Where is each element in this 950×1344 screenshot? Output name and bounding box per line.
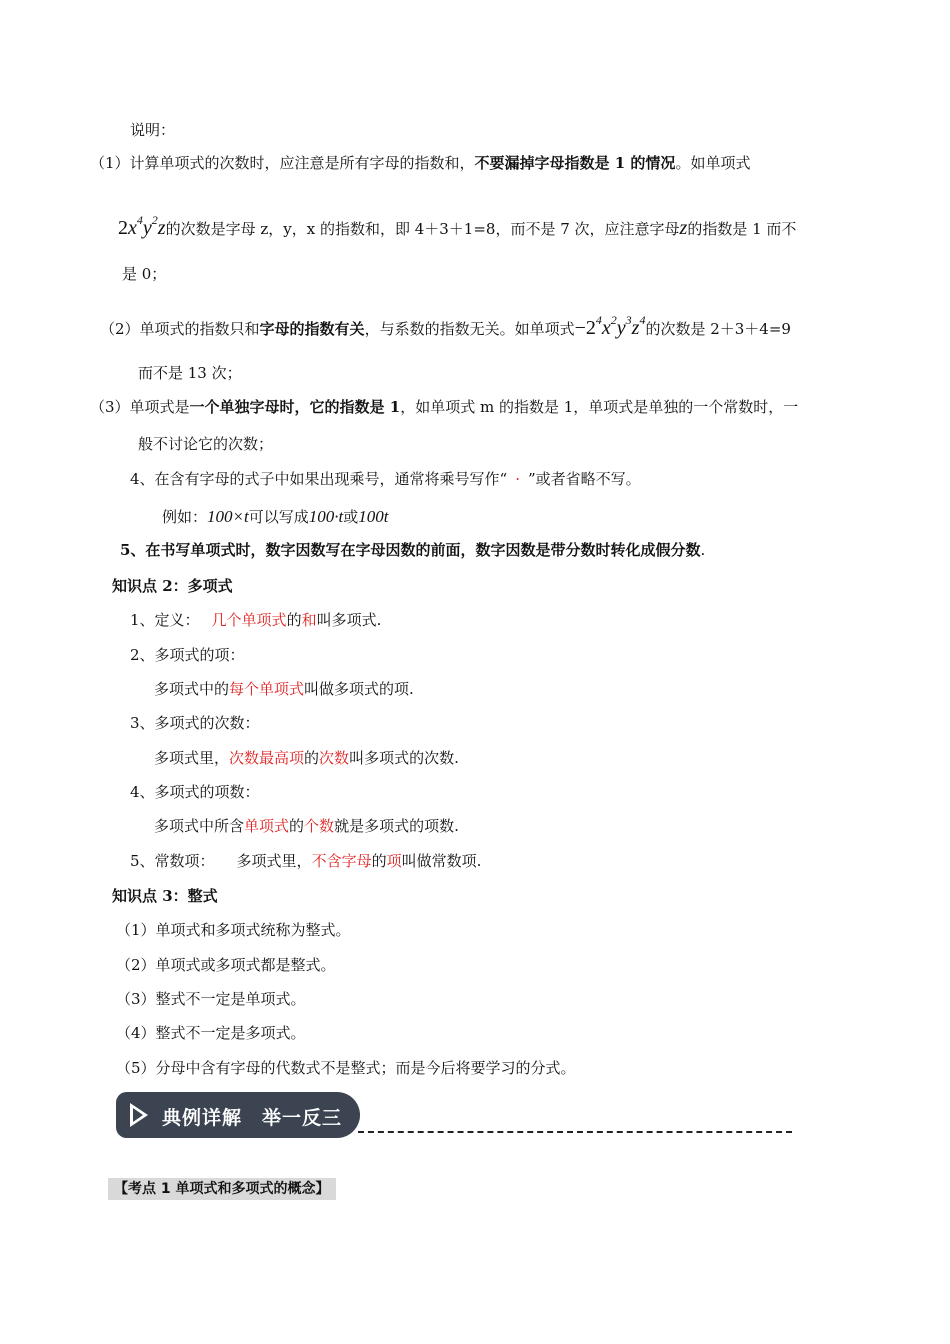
note-item4-example: 例如：100×t可以写成100·t或100t: [162, 507, 389, 526]
kp2-term-label: 2、多项式的项：: [130, 646, 245, 664]
note-item3-line2: 般不讨论它的次数；: [138, 435, 274, 453]
note-item5: 5、在书写单项式时，数字因数写在字母因数的前面，数字因数是带分数时转化成假分数.: [120, 541, 706, 559]
monomial-expression: $2x^4y^2z$: [118, 213, 166, 239]
monomial-expression-2: $-2^4x^2y^3z^4$: [574, 313, 646, 339]
kp2-constant-text: 5、常数项： 多项式里，不含字母的项叫做常数项.: [130, 852, 482, 870]
kp3-item: （1）单项式和多项式统称为整式。: [116, 921, 351, 939]
note-item2-line2: 而不是 13 次；: [138, 364, 242, 382]
kp2-definition: 1、定义： 几个单项式的和叫多项式.: [130, 611, 382, 629]
example-banner: [116, 1092, 360, 1138]
kp2-count-text: 多项式中所含单项式的个数就是多项式的项数.: [154, 817, 459, 835]
kp3-item: （4）整式不一定是多项式。: [116, 1024, 306, 1042]
kp3-item: （5）分母中含有字母的代数式不是整式；而是今后将要学习的分式。: [116, 1059, 576, 1077]
kp2-term-text: 多项式中的每个单项式叫做多项式的项.: [154, 680, 414, 698]
play-arrow-icon: [124, 1099, 154, 1131]
note-item1-line3: 是 0；: [122, 265, 167, 283]
kp2-count-label: 4、多项式的项数：: [130, 783, 260, 801]
kp2-title: 知识点 2：多项式: [112, 577, 233, 595]
kp3-item: （3）整式不一定是单项式。: [116, 990, 306, 1008]
note-item3-line1: （3）单项式是一个单独字母时，它的指数是 1，如单项式 m 的指数是 1，单项式是单独的一个常数时，一: [90, 398, 799, 416]
kp3-item: （2）单项式或多项式都是整式。: [116, 956, 336, 974]
banner-dashed-rule: [358, 1131, 792, 1133]
kp3-title: 知识点 3：整式: [112, 887, 218, 905]
note-item1-line2: $2x^4y^2z$的次数是字母 z，y，x 的指数和，即 4＋3＋1=8，而不是 7 次，应注意字母z的指数是 1 而不: [118, 213, 797, 239]
note-item2-line1: （2）单项式的指数只和字母的指数有关，与系数的指数无关。如单项式$-2^4x^2y^3z^4$的次数是 2＋3＋4=9: [100, 313, 791, 339]
note-heading: 说明：: [130, 121, 176, 139]
banner-title: 典例详解 举一反三: [162, 1107, 343, 1129]
kp2-degree-label: 3、多项式的次数：: [130, 714, 260, 732]
note-item4-line1: 4、在含有字母的式子中如果出现乘号，通常将乘号写作“ · ”或者省略不写。: [130, 470, 641, 488]
note-item1-line1: （1）计算单项式的次数时，应注意是所有字母的指数和，不要漏掉字母指数是 1 的情况。如单项式: [90, 154, 751, 172]
kp2-degree-text: 多项式里，次数最高项的次数叫多项式的次数.: [154, 749, 459, 767]
section-tag: 【考点 1 单项式和多项式的概念】: [108, 1178, 336, 1200]
